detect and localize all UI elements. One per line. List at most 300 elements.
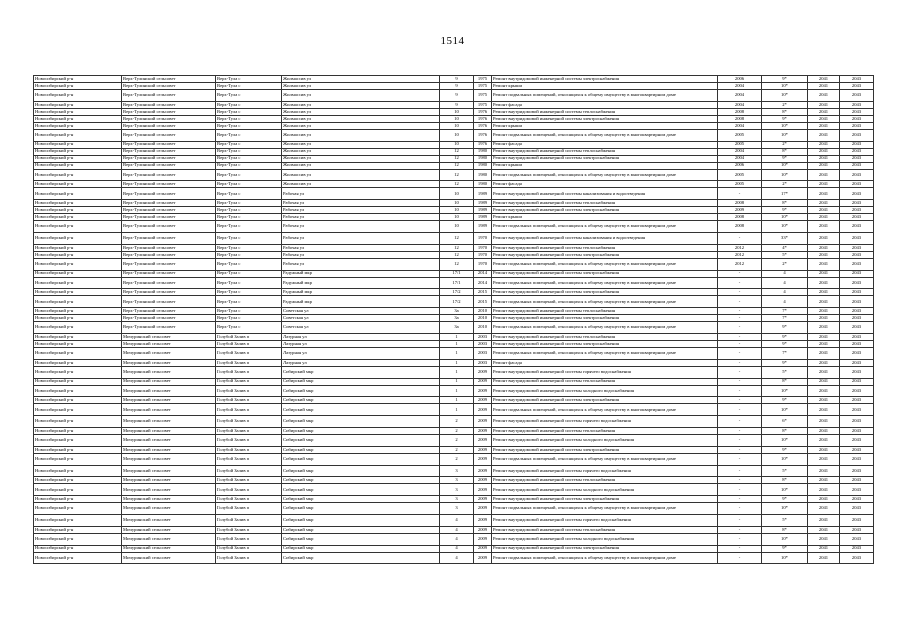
district-cell: Новосибирский р-н [34,76,122,83]
municipality-cell: Мичуринский сельсовет [122,484,216,496]
table-row [34,315,874,322]
work-type-cell: Ремонт внутридомовой инженерной системы холодного водоснабжения [492,385,718,397]
last-repair-year-cell: 2004 [718,101,762,108]
table-row [34,333,874,340]
last-repair-year-cell: - [718,484,762,496]
house-cell: 9 [440,83,474,90]
work-type-cell: Ремонт внутридомовой инженерной системы холодного водоснабжения [492,533,718,545]
work-type-cell: Ремонт внутридомовой инженерной системы теплоснабжения [492,427,718,434]
last-repair-year-cell: 2004 [718,90,762,102]
last-repair-year-cell: - [718,347,762,359]
district-cell: Новосибирский р-н [34,484,122,496]
table-row [34,270,874,277]
last-repair-year-cell: 2008 [718,115,762,122]
table-row [34,155,874,162]
settlement-cell: Голубой Залив п [216,552,282,564]
plan-start-cell: 2041 [808,378,840,385]
street-cell: Сибирский мкр [282,545,440,552]
wear-cell: 2* [762,258,808,270]
plan-end-cell: 2043 [840,76,874,83]
municipality-cell: Верх-Тулинский сельсовет [122,90,216,102]
house-cell: 17/1 [440,270,474,277]
municipality-cell: Мичуринский сельсовет [122,453,216,465]
table-row [34,258,874,270]
street-cell: Лазурная ул [282,340,440,347]
street-cell: Рабочая ул [282,207,440,214]
municipality-cell: Мичуринский сельсовет [122,416,216,428]
house-cell: 10 [440,188,474,200]
plan-start-cell: 2041 [808,465,840,477]
work-type-cell: Ремонт крыши [492,83,718,90]
municipality-cell: Верх-Тулинский сельсовет [122,214,216,221]
municipality-cell: Верх-Тулинский сельсовет [122,155,216,162]
house-cell: 1 [440,404,474,416]
plan-start-cell: 2041 [808,90,840,102]
settlement-cell: Голубой Залив п [216,514,282,526]
street-cell: Сибирский мкр [282,434,440,446]
work-type-cell: Ремонт фасада [492,101,718,108]
street-cell: Сибирский мкр [282,446,440,453]
year-built-cell: 2009 [474,416,492,428]
plan-end-cell: 2043 [840,465,874,477]
year-built-cell: 1980 [474,181,492,188]
district-cell: Новосибирский р-н [34,122,122,129]
municipality-cell: Мичуринский сельсовет [122,404,216,416]
street-cell: Жилмассив ул [282,141,440,148]
settlement-cell: Верх-Тула с [216,108,282,115]
street-cell: Советская ул [282,315,440,322]
last-repair-year-cell: - [718,503,762,515]
street-cell: Жилмассив ул [282,148,440,155]
work-type-cell: Ремонт фасада [492,181,718,188]
work-type-cell: Ремонт внутридомовой инженерной системы электроснабжения [492,496,718,503]
plan-end-cell: 2043 [840,453,874,465]
street-cell: Жилмассив ул [282,90,440,102]
municipality-cell: Мичуринский сельсовет [122,347,216,359]
street-cell: Сибирский мкр [282,404,440,416]
year-built-cell: 2009 [474,514,492,526]
district-cell: Новосибирский р-н [34,258,122,270]
street-cell: Лазурная ул [282,333,440,340]
house-cell: 12 [440,148,474,155]
district-cell: Новосибирский р-н [34,162,122,169]
settlement-cell: Голубой Залив п [216,533,282,545]
work-type-cell: Ремонт подвальных помещений, относящихся к общему имуществу в многоквартирном доме [492,221,718,233]
house-cell: 12 [440,155,474,162]
last-repair-year-cell: 2004 [718,148,762,155]
last-repair-year-cell: 2008 [718,214,762,221]
table-row [34,514,874,526]
table-row [34,322,874,334]
house-cell: 12 [440,169,474,181]
year-built-cell: 2003 [474,347,492,359]
last-repair-year-cell: 2005 [718,141,762,148]
last-repair-year-cell: 2005 [718,169,762,181]
table-row [34,141,874,148]
table-row [34,453,874,465]
district-cell: Новосибирский р-н [34,359,122,366]
district-cell: Новосибирский р-н [34,129,122,141]
table-row [34,477,874,484]
year-built-cell: 1980 [474,148,492,155]
plan-start-cell: 2041 [808,244,840,251]
year-built-cell: 2010 [474,322,492,334]
wear-cell: 8* [762,427,808,434]
plan-start-cell: 2041 [808,83,840,90]
plan-end-cell: 2043 [840,90,874,102]
year-built-cell: 2009 [474,526,492,533]
municipality-cell: Мичуринский сельсовет [122,427,216,434]
settlement-cell: Верх-Тула с [216,101,282,108]
house-cell: 1 [440,378,474,385]
last-repair-year-cell: - [718,322,762,334]
street-cell: Сибирский мкр [282,366,440,378]
plan-start-cell: 2041 [808,404,840,416]
plan-start-cell: 2041 [808,545,840,552]
wear-cell: 9* [762,333,808,340]
work-type-cell: Ремонт внутридомовой инженерной системы электроснабжения [492,340,718,347]
wear-cell: 9* [762,446,808,453]
house-cell: 9 [440,90,474,102]
year-built-cell: 2014 [474,270,492,277]
last-repair-year-cell: - [718,416,762,428]
district-cell: Новосибирский р-н [34,207,122,214]
year-built-cell: 2009 [474,552,492,564]
street-cell: Сибирский мкр [282,416,440,428]
municipality-cell: Мичуринский сельсовет [122,514,216,526]
district-cell: Новосибирский р-н [34,404,122,416]
municipality-cell: Мичуринский сельсовет [122,397,216,404]
plan-end-cell: 2043 [840,115,874,122]
table-row [34,427,874,434]
house-cell: 1 [440,340,474,347]
plan-start-cell: 2041 [808,347,840,359]
year-built-cell: 1980 [474,155,492,162]
wear-cell: 10* [762,533,808,545]
district-cell: Новосибирский р-н [34,277,122,289]
district-cell: Новосибирский р-н [34,221,122,233]
street-cell: Рабочая ул [282,188,440,200]
street-cell: Жилмассив ул [282,155,440,162]
work-type-cell: Ремонт внутридомовой инженерной системы теплоснабжения [492,200,718,207]
year-built-cell: 1980 [474,169,492,181]
settlement-cell: Голубой Залив п [216,446,282,453]
settlement-cell: Голубой Залив п [216,484,282,496]
work-type-cell: Ремонт внутридомовой инженерной системы горячего водоснабжения [492,514,718,526]
table-row [34,289,874,296]
street-cell: Рабочая ул [282,258,440,270]
work-type-cell: Ремонт внутридомовой инженерной системы теплоснабжения [492,148,718,155]
wear-cell: 10* [762,552,808,564]
house-cell: 3а [440,308,474,315]
municipality-cell: Мичуринский сельсовет [122,533,216,545]
municipality-cell: Верх-Тулинский сельсовет [122,108,216,115]
wear-cell: 9* [762,76,808,83]
district-cell: Новосибирский р-н [34,141,122,148]
plan-start-cell: 2041 [808,526,840,533]
work-type-cell: Ремонт внутридомовой инженерной системы горячего водоснабжения [492,465,718,477]
house-cell: 9 [440,76,474,83]
table-row [34,446,874,453]
plan-start-cell: 2041 [808,200,840,207]
settlement-cell: Верх-Тула с [216,155,282,162]
plan-end-cell: 2043 [840,200,874,207]
plan-end-cell: 2043 [840,347,874,359]
last-repair-year-cell: 2005 [718,181,762,188]
wear-cell: 33* [762,232,808,244]
plan-start-cell: 2041 [808,340,840,347]
house-cell: 9 [440,101,474,108]
district-cell: Новосибирский р-н [34,83,122,90]
work-type-cell: Ремонт внутридомовой инженерной системы теплоснабжения [492,244,718,251]
work-type-cell: Ремонт внутридомовой инженерной системы электроснабжения [492,545,718,552]
settlement-cell: Верх-Тула с [216,289,282,296]
municipality-cell: Верх-Тулинский сельсовет [122,251,216,258]
wear-cell: 10* [762,162,808,169]
street-cell: Жилмассив ул [282,129,440,141]
year-built-cell: 2009 [474,378,492,385]
settlement-cell: Голубой Залив п [216,347,282,359]
district-cell: Новосибирский р-н [34,434,122,446]
municipality-cell: Верх-Тулинский сельсовет [122,76,216,83]
settlement-cell: Верх-Тула с [216,232,282,244]
wear-cell: 10* [762,453,808,465]
plan-end-cell: 2043 [840,503,874,515]
district-cell: Новосибирский р-н [34,340,122,347]
settlement-cell: Голубой Залив п [216,404,282,416]
street-cell: Сибирский мкр [282,477,440,484]
work-type-cell: Ремонт внутридомовой инженерной системы холодного водоснабжения [492,484,718,496]
district-cell: Новосибирский р-н [34,214,122,221]
house-cell: 10 [440,129,474,141]
plan-end-cell: 2043 [840,308,874,315]
plan-end-cell: 2043 [840,533,874,545]
work-type-cell: Ремонт подвальных помещений, относящихся к общему имуществу в многоквартирном доме [492,129,718,141]
year-built-cell: 2009 [474,503,492,515]
year-built-cell: 2009 [474,366,492,378]
district-cell: Новосибирский р-н [34,322,122,334]
street-cell: Радужный мкр [282,289,440,296]
district-cell: Новосибирский р-н [34,378,122,385]
table-row [34,378,874,385]
plan-end-cell: 2043 [840,526,874,533]
wear-cell: 9* [762,207,808,214]
last-repair-year-cell: 2012 [718,258,762,270]
street-cell: Сибирский мкр [282,514,440,526]
plan-end-cell: 2043 [840,404,874,416]
settlement-cell: Голубой Залив п [216,385,282,397]
plan-end-cell: 2043 [840,484,874,496]
table-row [34,115,874,122]
settlement-cell: Голубой Залив п [216,434,282,446]
house-cell: 10 [440,108,474,115]
plan-start-cell: 2041 [808,416,840,428]
settlement-cell: Голубой Залив п [216,503,282,515]
last-repair-year-cell: - [718,477,762,484]
district-cell: Новосибирский р-н [34,200,122,207]
municipality-cell: Верх-Тулинский сельсовет [122,258,216,270]
house-cell: 2 [440,416,474,428]
municipality-cell: Верх-Тулинский сельсовет [122,270,216,277]
municipality-cell: Мичуринский сельсовет [122,434,216,446]
plan-start-cell: 2041 [808,277,840,289]
municipality-cell: Верх-Тулинский сельсовет [122,289,216,296]
settlement-cell: Голубой Залив п [216,340,282,347]
last-repair-year-cell: - [718,496,762,503]
table-row [34,76,874,83]
house-cell: 3 [440,477,474,484]
last-repair-year-cell: - [718,270,762,277]
year-built-cell: 2009 [474,484,492,496]
plan-start-cell: 2041 [808,129,840,141]
year-built-cell: 2009 [474,496,492,503]
page-number: 1514 [440,35,465,47]
year-built-cell: 1975 [474,90,492,102]
table-row [34,169,874,181]
work-type-cell: Ремонт подвальных помещений, относящихся к общему имуществу в многоквартирном доме [492,404,718,416]
house-cell: 12 [440,232,474,244]
municipality-cell: Мичуринский сельсовет [122,366,216,378]
municipality-cell: Верх-Тулинский сельсовет [122,148,216,155]
house-cell: 17/2 [440,296,474,308]
settlement-cell: Голубой Залив п [216,453,282,465]
settlement-cell: Верх-Тула с [216,270,282,277]
last-repair-year-cell: 2008 [718,108,762,115]
municipality-cell: Верх-Тулинский сельсовет [122,322,216,334]
plan-end-cell: 2043 [840,416,874,428]
plan-start-cell: 2041 [808,385,840,397]
plan-end-cell: 2043 [840,83,874,90]
wear-cell: 10* [762,169,808,181]
settlement-cell: Верх-Тула с [216,90,282,102]
settlement-cell: Верх-Тула с [216,221,282,233]
plan-end-cell: 2043 [840,477,874,484]
plan-end-cell: 2043 [840,427,874,434]
year-built-cell: 1975 [474,76,492,83]
settlement-cell: Голубой Залив п [216,427,282,434]
municipality-cell: Верх-Тулинский сельсовет [122,277,216,289]
municipality-cell: Верх-Тулинский сельсовет [122,315,216,322]
wear-cell: 10* [762,484,808,496]
street-cell: Сибирский мкр [282,503,440,515]
settlement-cell: Верх-Тула с [216,169,282,181]
wear-cell: 8* [762,108,808,115]
settlement-cell: Верх-Тула с [216,200,282,207]
plan-start-cell: 2041 [808,397,840,404]
settlement-cell: Верх-Тула с [216,244,282,251]
table-row [34,129,874,141]
plan-end-cell: 2043 [840,378,874,385]
district-cell: Новосибирский р-н [34,526,122,533]
municipality-cell: Верх-Тулинский сельсовет [122,169,216,181]
house-cell: 3а [440,315,474,322]
table-row [34,251,874,258]
plan-start-cell: 2041 [808,434,840,446]
settlement-cell: Верх-Тула с [216,214,282,221]
street-cell: Жилмассив ул [282,83,440,90]
wear-cell: 5* [762,251,808,258]
street-cell: Рабочая ул [282,244,440,251]
settlement-cell: Голубой Залив п [216,477,282,484]
municipality-cell: Мичуринский сельсовет [122,552,216,564]
wear-cell: 9* [762,155,808,162]
table-row [34,108,874,115]
last-repair-year-cell: 2005 [718,129,762,141]
district-cell: Новосибирский р-н [34,347,122,359]
wear-cell: 9* [762,496,808,503]
plan-end-cell: 2043 [840,366,874,378]
house-cell: 4 [440,533,474,545]
settlement-cell: Голубой Залив п [216,465,282,477]
wear-cell: 5* [762,366,808,378]
house-cell: 12 [440,181,474,188]
wear-cell: 8* [762,477,808,484]
plan-start-cell: 2041 [808,101,840,108]
table-row [34,526,874,533]
year-built-cell: 1970 [474,251,492,258]
settlement-cell: Верх-Тула с [216,148,282,155]
wear-cell: 2* [762,141,808,148]
work-type-cell: Ремонт внутридомовой инженерной системы теплоснабжения [492,333,718,340]
plan-end-cell: 2043 [840,141,874,148]
wear-cell: 10* [762,385,808,397]
plan-start-cell: 2041 [808,333,840,340]
year-built-cell: 1975 [474,101,492,108]
plan-end-cell: 2043 [840,434,874,446]
settlement-cell: Верх-Тула с [216,207,282,214]
plan-start-cell: 2041 [808,155,840,162]
work-type-cell: Ремонт внутридомовой инженерной системы канализования и водоотведения [492,188,718,200]
settlement-cell: Голубой Залив п [216,496,282,503]
street-cell: Сибирский мкр [282,484,440,496]
last-repair-year-cell: - [718,545,762,552]
house-cell: 1 [440,366,474,378]
street-cell: Радужный мкр [282,270,440,277]
district-cell: Новосибирский р-н [34,108,122,115]
wear-cell: 9* [762,322,808,334]
last-repair-year-cell: - [718,552,762,564]
plan-start-cell: 2041 [808,359,840,366]
wear-cell: 10* [762,90,808,102]
wear-cell: 10* [762,214,808,221]
plan-end-cell: 2043 [840,359,874,366]
work-type-cell: Ремонт внутридомовой инженерной системы электроснабжения [492,207,718,214]
wear-cell: 6* [762,416,808,428]
work-type-cell: Ремонт фасада [492,359,718,366]
plan-start-cell: 2041 [808,169,840,181]
house-cell: 2 [440,453,474,465]
last-repair-year-cell: 2008 [718,200,762,207]
district-cell: Новосибирский р-н [34,533,122,545]
year-built-cell: 1975 [474,83,492,90]
table-row [34,416,874,428]
municipality-cell: Верх-Тулинский сельсовет [122,232,216,244]
work-type-cell: Ремонт внутридомовой инженерной системы теплоснабжения [492,378,718,385]
year-built-cell: 1976 [474,141,492,148]
plan-start-cell: 2041 [808,446,840,453]
wear-cell: 9* [762,115,808,122]
house-cell: 10 [440,200,474,207]
work-type-cell: Ремонт внутридомовой инженерной системы электроснабжения [492,289,718,296]
last-repair-year-cell: - [718,359,762,366]
last-repair-year-cell: - [718,434,762,446]
work-type-cell: Ремонт подвальных помещений, относящихся к общему имуществу в многоквартирном доме [492,169,718,181]
house-cell: 10 [440,214,474,221]
plan-start-cell: 2041 [808,122,840,129]
table-row [34,340,874,347]
house-cell: 17/2 [440,289,474,296]
work-type-cell: Ремонт крыши [492,122,718,129]
